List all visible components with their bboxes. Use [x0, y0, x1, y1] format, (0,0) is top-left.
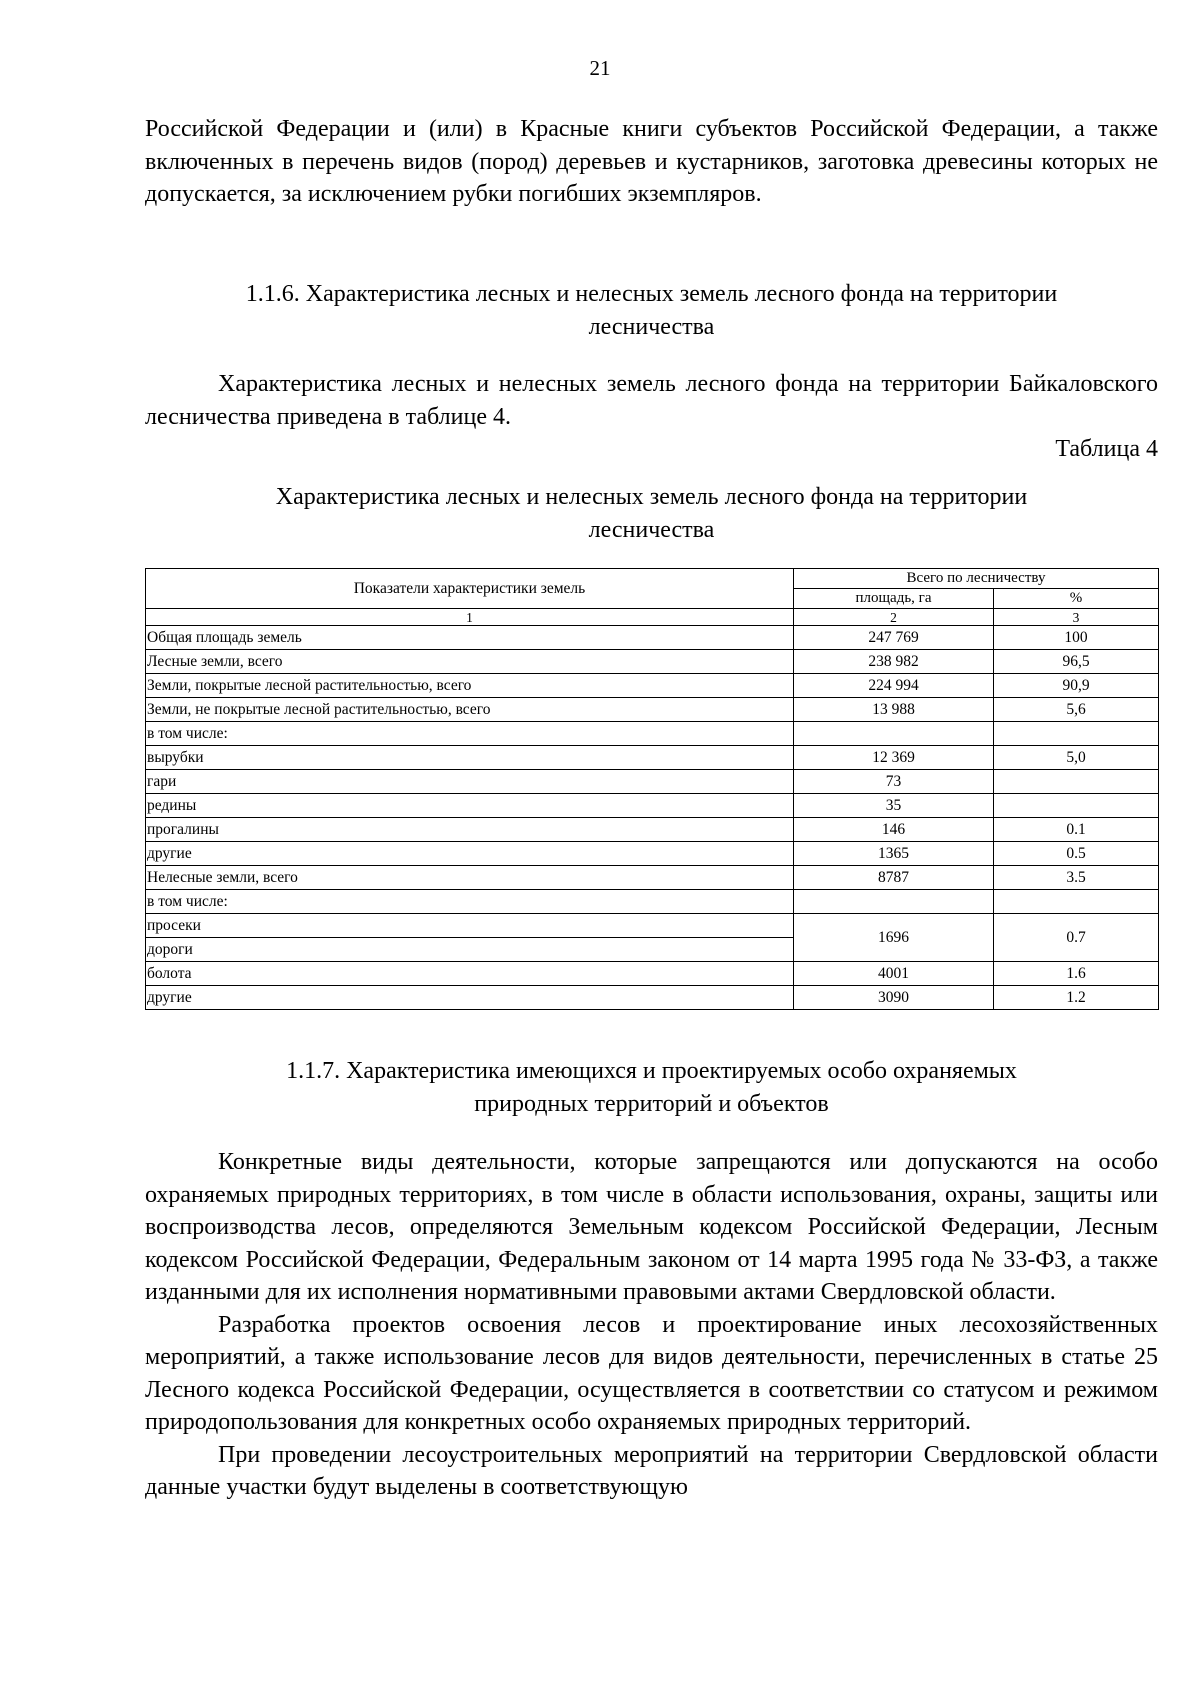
- row-area: 12 369: [794, 746, 994, 770]
- header-index-2: 2: [794, 609, 994, 626]
- row-area: [794, 890, 994, 914]
- row-percent: 0.5: [994, 842, 1159, 866]
- row-percent: 0.1: [994, 818, 1159, 842]
- land-table-block: [145, 568, 1158, 1010]
- row-percent: [994, 794, 1159, 818]
- table-title-line2: лесничества: [588, 516, 715, 543]
- row-area: 13 988: [794, 698, 994, 722]
- header-index-3: 3: [994, 609, 1159, 626]
- section-1-1-7-heading-line2: природных территорий и объектов: [474, 1090, 829, 1117]
- row-area: 73: [794, 770, 994, 794]
- row-area: 8787: [794, 866, 994, 890]
- section-1-1-7-paragraph-3: При проведении лесоустроительных мероприятий на территории Свердловской области данные участки будут выделены в соответствующую: [145, 1441, 1158, 1500]
- section-1-1-7-heading: [145, 1055, 1158, 1120]
- row-name-clearings: просеки: [146, 914, 794, 938]
- row-name: прогалины: [146, 818, 794, 842]
- row-percent: 1.2: [994, 986, 1159, 1010]
- row-area: 247 769: [794, 626, 994, 650]
- header-percent: %: [994, 589, 1159, 609]
- table-row: [146, 650, 1159, 674]
- row-name: Лесные земли, всего: [146, 650, 794, 674]
- row-name: вырубки: [146, 746, 794, 770]
- header-area: площадь, га: [794, 589, 994, 609]
- table-row: [146, 770, 1159, 794]
- table-row: [146, 722, 1159, 746]
- section-1-1-6-paragraph: Характеристика лесных и нелесных земель лесного фонда на территории Байкаловского лесничества приведена в таблице 4.: [145, 371, 1158, 430]
- table-row: [146, 842, 1159, 866]
- row-percent: 90,9: [994, 674, 1159, 698]
- section-1-1-7-paragraph-1: Конкретные виды деятельности, которые запрещаются или допускаются на особо охраняемых природных территориях, в том числе в области использования, охраны, защиты или воспроизводства лесов, определяются Земельным кодексом Российской Федерации, Лесным кодексом Российской Федерации, Федеральным законом от 14 марта 1995 года № 33-ФЗ, а также изданными для их исполнения нормативными правовыми актами Свердловской области.: [145, 1149, 1158, 1305]
- row-name: болота: [146, 962, 794, 986]
- row-name: редины: [146, 794, 794, 818]
- section-1-1-6-heading-line2: лесничества: [588, 313, 715, 340]
- row-name: другие: [146, 842, 794, 866]
- intro-paragraph-block: [145, 113, 1158, 211]
- row-percent: [994, 770, 1159, 794]
- table-label: Таблица 4: [1055, 436, 1158, 462]
- row-name: Общая площадь земель: [146, 626, 794, 650]
- row-area: 224 994: [794, 674, 994, 698]
- table-row: [146, 890, 1159, 914]
- table-title-line1: Характеристика лесных и нелесных земель лесного фонда на территории: [275, 484, 1028, 510]
- header-total-group: Всего по лесничеству: [794, 569, 1159, 589]
- page-number: 21: [589, 56, 611, 80]
- row-percent: 1.6: [994, 962, 1159, 986]
- section-1-1-6-heading: [145, 278, 1158, 343]
- row-area: 146: [794, 818, 994, 842]
- table-row: [146, 818, 1159, 842]
- table-body: [146, 626, 1159, 1010]
- section-1-1-7-body: [145, 1146, 1158, 1504]
- row-percent: [994, 722, 1159, 746]
- row-percent: 96,5: [994, 650, 1159, 674]
- row-percent: 100: [994, 626, 1159, 650]
- row-percent: 5,6: [994, 698, 1159, 722]
- row-name: в том числе:: [146, 890, 794, 914]
- table-row: [146, 986, 1159, 1010]
- row-area: 35: [794, 794, 994, 818]
- row-area-merged: 1696: [794, 914, 994, 962]
- table-row: [146, 866, 1159, 890]
- table-row: [146, 698, 1159, 722]
- row-name: Нелесные земли, всего: [146, 866, 794, 890]
- header-indicators: Показатели характеристики земель: [146, 569, 794, 609]
- table-title: [145, 481, 1158, 546]
- row-percent: [994, 890, 1159, 914]
- row-name: в том числе:: [146, 722, 794, 746]
- table-row: [146, 914, 1159, 938]
- table-row: [146, 626, 1159, 650]
- row-name: другие: [146, 986, 794, 1010]
- section-1-1-6-paragraph-block: [145, 368, 1158, 433]
- section-1-1-6-heading-line1: 1.1.6. Характеристика лесных и нелесных земель лесного фонда на территории: [245, 281, 1058, 307]
- table-row: [146, 746, 1159, 770]
- row-percent: 5,0: [994, 746, 1159, 770]
- section-1-1-7-heading-line1: 1.1.7. Характеристика имеющихся и проектируемых особо охраняемых: [286, 1058, 1017, 1084]
- row-area: [794, 722, 994, 746]
- row-name-roads: дороги: [146, 938, 794, 962]
- land-characteristics-table: [145, 568, 1159, 1010]
- header-index-1: 1: [146, 609, 794, 626]
- row-name: Земли, покрытые лесной растительностью, всего: [146, 674, 794, 698]
- row-percent: 3.5: [994, 866, 1159, 890]
- table-row: [146, 794, 1159, 818]
- row-area: 238 982: [794, 650, 994, 674]
- row-area: 1365: [794, 842, 994, 866]
- table-row: [146, 674, 1159, 698]
- row-name: гари: [146, 770, 794, 794]
- table-row: [146, 962, 1159, 986]
- row-name: Земли, не покрытые лесной растительностью, всего: [146, 698, 794, 722]
- table-label-block: [145, 433, 1158, 465]
- row-percent-merged: 0.7: [994, 914, 1159, 962]
- intro-paragraph: Российской Федерации и (или) в Красные книги субъектов Российской Федерации, а также включенных в перечень видов (пород) деревьев и кустарников, заготовка древесины которых не допускается, за исключением рубки погибших экземпляров.: [145, 116, 1158, 207]
- section-1-1-7-paragraph-2: Разработка проектов освоения лесов и проектирование иных лесохозяйственных мероприятий, а также использование лесов для видов деятельности, перечисленных в статье 25 Лесного кодекса Российской Федерации, осуществляется в соответствии со статусом и режимом природопользования для конкретных особо охраняемых природных территорий.: [145, 1311, 1158, 1435]
- row-area: 3090: [794, 986, 994, 1010]
- row-area: 4001: [794, 962, 994, 986]
